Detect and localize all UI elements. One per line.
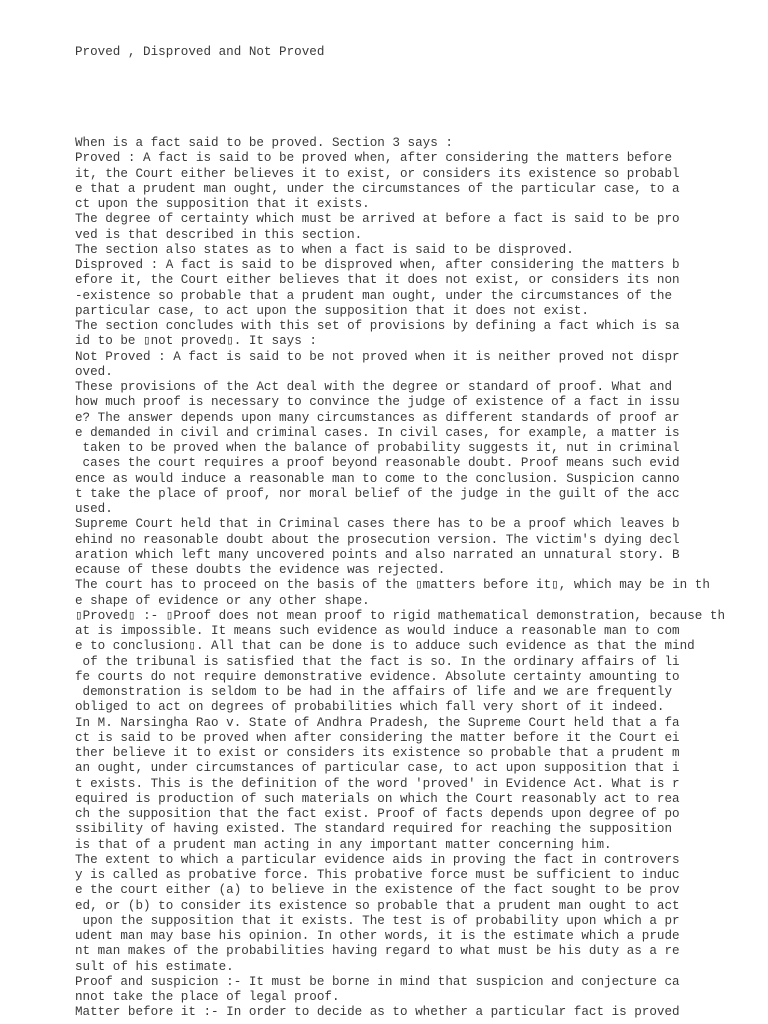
- document-line: Supreme Court held that in Criminal cases there has to be a proof which leaves b: [75, 517, 680, 532]
- document-body: [75, 14, 725, 1021]
- document-line: an ought, under circumstances of particular case, to act upon supposition that i: [75, 761, 680, 776]
- document-line: at is impossible. It means such evidence as would induce a reasonable man to com: [75, 624, 680, 638]
- document-line: t take the place of proof, nor moral belief of the judge in the guilt of the acc: [75, 486, 680, 501]
- document-line: ence as would induce a reasonable man to come to the conclusion. Suspicion canno: [75, 471, 680, 486]
- document-line: ct upon the supposition that it exists.: [75, 197, 370, 211]
- document-line: e the court either (a) to believe in the existence of the fact sought to be prov: [75, 883, 680, 898]
- document-line: The section concludes with this set of provisions by defining a fact which is sa: [75, 319, 680, 333]
- document-line: udent man may base his opinion. In other words, it is the estimate which a prude: [75, 929, 680, 943]
- document-line: of the tribunal is satisfied that the fact is so. In the ordinary affairs of li: [75, 654, 680, 669]
- document-line: Proved : A fact is said to be proved when, after considering the matters before: [75, 151, 673, 166]
- document-line: e shape of evidence or any other shape.: [75, 593, 370, 608]
- document-line: The extent to which a particular evidence aids in proving the fact in controvers: [75, 852, 680, 867]
- document-line: ecause of these doubts the evidence was rejected.: [75, 563, 446, 577]
- document-line: ther believe it to exist or considers its existence so probable that a prudent m: [75, 746, 680, 760]
- document-line: e? The answer depends upon many circumstances as different standards of proof ar: [75, 410, 680, 425]
- document-line: e demanded in civil and criminal cases. In civil cases, for example, a matter is: [75, 425, 680, 440]
- document-line: how much proof is necessary to convince the judge of existence of a fact in issu: [75, 395, 680, 410]
- document-line: The degree of certainty which must be arrived at before a fact is said to be pro: [75, 212, 680, 227]
- document-line: obliged to act on degrees of probabilities which fall very short of it indeed.: [75, 700, 665, 715]
- document-line: cases the court requires a proof beyond reasonable doubt. Proof means such evid: [75, 456, 680, 471]
- document-line: The court has to proceed on the basis of the ▯matters before it▯, which may be in th: [75, 578, 710, 593]
- document-line: ved is that described in this section.: [75, 227, 363, 242]
- document-line: The section also states as to when a fact is said to be disproved.: [75, 242, 574, 257]
- document-line: Not Proved : A fact is said to be not proved when it is neither proved not dispr: [75, 349, 680, 364]
- document-line: particular case, to act upon the supposition that it does not exist.: [75, 303, 589, 318]
- document-line: These provisions of the Act deal with the degree or standard of proof. What and: [75, 380, 673, 394]
- document-line: efore it, the Court either believes that it does not exist, or considers its non: [75, 273, 680, 288]
- document-line: y is called as probative force. This probative force must be sufficient to induc: [75, 868, 680, 882]
- document-line: nnot take the place of legal proof.: [75, 990, 340, 1004]
- document-line: ehind no reasonable doubt about the prosecution version. The victim's dying decl: [75, 532, 680, 547]
- document-line: demonstration is seldom to be had in the affairs of life and we are frequently: [75, 685, 673, 699]
- document-line: fe courts do not require demonstrative evidence. Absolute certainty amounting to: [75, 669, 680, 684]
- document-line: e to conclusion▯. All that can be done is to adduce such evidence as that the mind: [75, 639, 695, 654]
- document-line: equired is production of such materials on which the Court reasonably act to rea: [75, 791, 680, 806]
- document-title: Proved , Disproved and Not Proved: [75, 44, 325, 59]
- document-line: Matter before it :- In order to decide as to whether a particular fact is proved: [75, 1005, 680, 1020]
- document-line: it, the Court either believes it to exist, or considers its existence so probabl: [75, 166, 680, 181]
- document-line: -existence so probable that a prudent man ought, under the circumstances of the: [75, 288, 673, 303]
- document-line: ▯Proved▯ :- ▯Proof does not mean proof to rigid mathematical demonstration, because th: [75, 608, 726, 623]
- document-line: used.: [75, 502, 113, 516]
- document-line: ch the supposition that the fact exist. Proof of facts depends upon degree of po: [75, 807, 680, 821]
- document-line: aration which left many uncovered points and also narrated an unnatural story. B: [75, 547, 680, 562]
- document-line: oved.: [75, 364, 113, 379]
- document-line: nt man makes of the probabilities having regard to what must be his duty as a re: [75, 944, 680, 959]
- document-line: When is a fact said to be proved. Section 3 says :: [75, 136, 453, 150]
- blank-line: [75, 90, 725, 105]
- document-line: upon the supposition that it exists. The test is of probability upon which a pr: [75, 913, 680, 928]
- document-line: Disproved : A fact is said to be disproved when, after considering the matters b: [75, 258, 680, 272]
- document-line: taken to be proved when the balance of probability suggests it, nut in criminal: [75, 441, 680, 455]
- document-line: ssibility of having existed. The standard required for reaching the supposition: [75, 822, 673, 837]
- document-line: t exists. This is the definition of the word 'proved' in Evidence Act. What is r: [75, 776, 680, 791]
- document-line: id to be ▯not proved▯. It says :: [75, 334, 317, 349]
- document-line: ed, or (b) to consider its existence so probable that a prudent man ought to act: [75, 898, 680, 913]
- document-line: Proof and suspicion :- It must be borne in mind that suspicion and conjecture ca: [75, 974, 680, 989]
- document-line: ct is said to be proved when after considering the matter before it the Court ei: [75, 730, 680, 745]
- document-line: e that a prudent man ought, under the circumstances of the particular case, to a: [75, 181, 680, 196]
- document-line: is that of a prudent man acting in any important matter concerning him.: [75, 837, 612, 852]
- document-line: In M. Narsingha Rao v. State of Andhra Pradesh, the Supreme Court held that a fa: [75, 715, 680, 730]
- document-line: sult of his estimate.: [75, 959, 234, 974]
